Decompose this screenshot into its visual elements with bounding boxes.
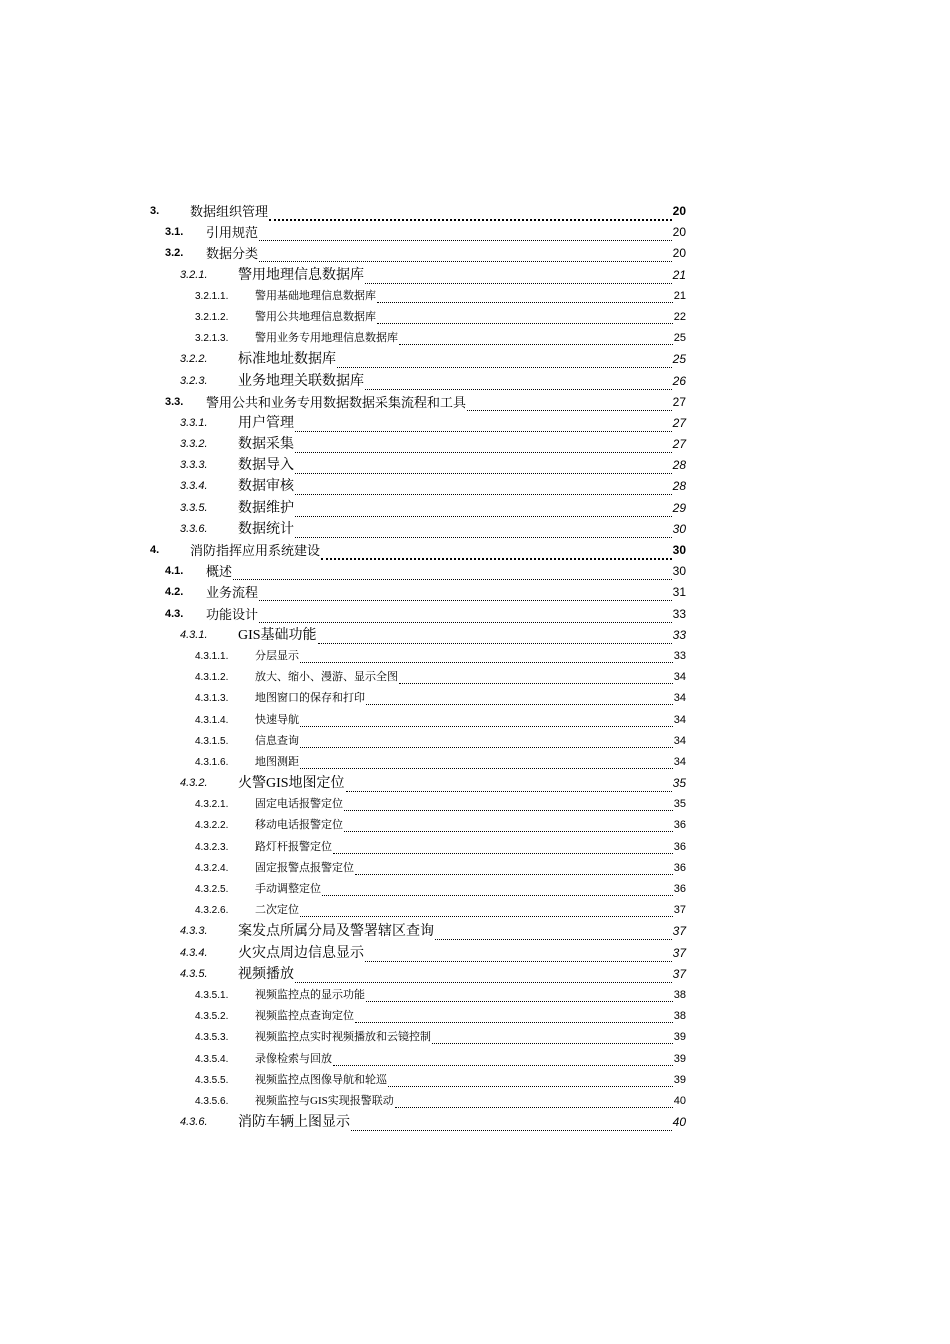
toc-entry[interactable] [0, 921, 950, 942]
toc-entry-title: 分层显示 [255, 649, 299, 662]
toc-leader-dots [399, 667, 673, 684]
toc-entry-number: 3.2.1.3. [195, 333, 229, 345]
toc-entry[interactable] [0, 731, 950, 752]
toc-leader-dots [295, 519, 672, 538]
toc-entry-page-number: 34 [673, 755, 686, 768]
toc-entry-page-number: 30 [672, 543, 686, 557]
toc-entry-title: 固定报警点报警定位 [255, 861, 354, 874]
toc-entry-number: 4.3.5. [180, 967, 208, 980]
toc-entry-number: 3.3.3. [180, 459, 208, 472]
toc-entry-title: 警用业务专用地理信息数据库 [255, 332, 398, 345]
toc-leader-dots [365, 265, 672, 284]
toc-entry-page-number: 31 [672, 585, 686, 600]
toc-entry-page-number: 25 [673, 332, 686, 345]
toc-entry-page-number: 21 [673, 289, 686, 302]
toc-entry[interactable] [0, 752, 950, 773]
toc-leader-dots [300, 900, 673, 917]
toc-entry[interactable] [0, 858, 950, 879]
toc-leader-dots [377, 286, 673, 303]
toc-entry-number: 4.3.6. [180, 1116, 208, 1129]
toc-entry-title: 数据维护 [238, 500, 294, 516]
toc-entry-page-number: 39 [673, 1052, 686, 1065]
toc-entry-number: 3.3.1. [180, 416, 208, 429]
toc-entry-number: 3.3.4. [180, 480, 208, 493]
toc-entry[interactable] [0, 540, 950, 561]
toc-entry[interactable] [0, 265, 950, 286]
toc-entry-number: 4.3.4. [180, 946, 208, 959]
toc-entry-page-number: 38 [673, 1010, 686, 1023]
toc-entry[interactable] [0, 1006, 950, 1027]
toc-entry-page-number: 33 [672, 606, 686, 621]
toc-entry-page-number: 35 [673, 798, 686, 811]
toc-entry-number: 4.3.1.5. [195, 735, 229, 747]
toc-entry-number: 4.3.1.2. [195, 672, 229, 684]
toc-entry[interactable] [0, 413, 950, 434]
toc-entry-number: 4.1. [165, 565, 184, 578]
toc-entry-page-number: 36 [673, 861, 686, 874]
toc-entry-page-number: 34 [673, 671, 686, 684]
toc-entry-page-number: 26 [672, 373, 686, 388]
toc-leader-dots [399, 328, 673, 345]
toc-entry-page-number: 39 [673, 1073, 686, 1086]
toc-leader-dots [365, 943, 672, 962]
toc-leader-dots [333, 837, 673, 854]
toc-entry-page-number: 28 [672, 458, 686, 473]
toc-entry-title: 地图测距 [255, 755, 299, 768]
toc-leader-dots [300, 646, 673, 663]
toc-entry-title: GIS基础功能 [238, 627, 317, 643]
toc-entry-title: 视频监控点实时视频播放和云镜控制 [255, 1031, 431, 1044]
toc-entry-number: 4.3.2. [180, 777, 208, 790]
toc-entry[interactable] [0, 434, 950, 455]
toc-entry-number: 4.3.2.6. [195, 905, 229, 917]
toc-leader-dots [233, 561, 672, 580]
toc-entry-title: 视频监控点图像导航和轮巡 [255, 1073, 387, 1086]
toc-entry-number: 4.3.1.3. [195, 693, 229, 705]
toc-entry-title: 手动调整定位 [255, 883, 321, 895]
toc-entry-page-number: 30 [672, 564, 686, 579]
toc-entry-title: 引用规范 [206, 225, 259, 241]
toc-leader-dots [377, 307, 673, 324]
toc-leader-dots [300, 731, 673, 748]
toc-leader-dots [321, 540, 672, 560]
toc-entry-title: 放大、缩小、漫游、显示全图 [255, 671, 398, 684]
toc-entry-title: 用户管理 [238, 415, 294, 431]
toc-entry[interactable] [0, 328, 950, 349]
toc-entry-page-number: 28 [672, 479, 686, 494]
toc-entry-title: 警用公共和业务专用数据数据采集流程和工具 [206, 394, 467, 410]
toc-entry[interactable] [0, 519, 950, 540]
toc-leader-dots [432, 1027, 673, 1044]
toc-entry-number: 4.2. [165, 586, 184, 599]
toc-entry-title: 案发点所属分局及警署辖区查询 [238, 924, 434, 940]
toc-entry[interactable] [0, 455, 950, 476]
toc-entry-number: 4.3.5.1. [195, 989, 229, 1001]
toc-entry-title: 标准地址数据库 [238, 352, 336, 368]
toc-entry-page-number: 30 [672, 521, 686, 536]
toc-entry-title: 数据组织管理 [190, 204, 269, 219]
toc-entry-number: 3.2.1.1. [195, 290, 229, 302]
toc-entry-title: 数据审核 [238, 479, 294, 495]
toc-entry-title: 固定电话报警定位 [255, 798, 343, 811]
toc-leader-dots [388, 1070, 673, 1087]
toc-entry-page-number: 40 [672, 1115, 686, 1130]
toc-leader-dots [355, 1006, 673, 1023]
toc-entry-number: 3.2.3. [180, 374, 208, 387]
toc-entry-number: 3.2. [165, 247, 184, 260]
toc-entry-number: 4.3.3. [180, 925, 208, 938]
toc-leader-dots [259, 222, 672, 241]
toc-entry-number: 3.2.1.2. [195, 311, 229, 323]
toc-entry[interactable] [0, 879, 950, 900]
toc-entry-number: 4.3.2.3. [195, 841, 229, 853]
toc-entry-number: 4.3.1.6. [195, 756, 229, 768]
toc-entry-number: 4.3.2.1. [195, 799, 229, 811]
toc-entry-title: 火警GIS地图定位 [238, 776, 345, 792]
toc-entry-title: 数据分类 [206, 246, 259, 262]
toc-entry-page-number: 36 [673, 840, 686, 853]
toc-entry-title: 警用公共地理信息数据库 [255, 310, 376, 323]
toc-leader-dots [259, 243, 672, 262]
toc-leader-dots [467, 392, 672, 411]
toc-entry-title: 信息查询 [255, 734, 299, 747]
toc-entry-number: 3.3.6. [180, 522, 208, 535]
toc-entry-page-number: 20 [672, 225, 686, 240]
toc-entry-page-number: 36 [673, 883, 686, 895]
toc-leader-dots [366, 985, 673, 1002]
toc-entry-number: 4.3.5.6. [195, 1095, 229, 1107]
toc-entry[interactable] [0, 307, 950, 328]
toc-entry-page-number: 25 [672, 352, 686, 367]
toc-leader-dots [295, 455, 672, 474]
toc-leader-dots [259, 604, 672, 623]
toc-entry-page-number: 35 [672, 776, 686, 791]
toc-leader-dots [333, 1049, 673, 1066]
toc-entry[interactable] [0, 1049, 950, 1070]
toc-leader-dots [344, 794, 673, 811]
toc-leader-dots [259, 582, 672, 601]
toc-entry[interactable] [0, 815, 950, 836]
toc-entry[interactable] [0, 710, 950, 731]
toc-leader-dots [365, 371, 672, 390]
toc-entry-page-number: 34 [673, 692, 686, 705]
toc-entry-title: 视频监控点查询定位 [255, 1010, 354, 1023]
toc-entry-page-number: 27 [672, 394, 686, 409]
toc-entry[interactable] [0, 222, 950, 243]
toc-entry-page-number: 33 [672, 627, 686, 642]
toc-entry-page-number: 27 [672, 415, 686, 430]
toc-leader-dots [300, 752, 673, 769]
toc-entry-title: 火灾点周边信息显示 [238, 945, 364, 961]
toc-entry-title: 路灯杆报警定位 [255, 840, 332, 853]
toc-leader-dots [351, 1112, 672, 1131]
toc-leader-dots [355, 858, 673, 875]
toc-entry-page-number: 37 [672, 966, 686, 981]
toc-entry-title: 数据统计 [238, 521, 294, 537]
toc-entry-title: 视频播放 [238, 966, 294, 982]
toc-entry-number: 4.3.5.2. [195, 1011, 229, 1023]
toc-entry[interactable] [0, 773, 950, 794]
toc-entry[interactable] [0, 985, 950, 1006]
toc-entry-title: 警用基础地理信息数据库 [255, 289, 376, 302]
toc-leader-dots [344, 815, 673, 832]
toc-leader-dots [395, 1091, 673, 1108]
toc-entry-title: 快速导航 [255, 713, 299, 726]
toc-entry[interactable] [0, 498, 950, 519]
toc-entry-number: 4.3.5.5. [195, 1074, 229, 1086]
toc-entry-page-number: 27 [672, 437, 686, 452]
toc-entry-title: 视频监控点的显示功能 [255, 988, 365, 1001]
toc-entry[interactable] [0, 201, 950, 222]
toc-entry[interactable] [0, 646, 950, 667]
table-of-contents [0, 201, 950, 1133]
toc-entry[interactable] [0, 837, 950, 858]
toc-entry-number: 4.3.5.4. [195, 1053, 229, 1065]
toc-entry[interactable] [0, 1112, 950, 1133]
toc-leader-dots [295, 964, 672, 983]
toc-entry-title: 视频监控与GIS实现报警联动 [255, 1094, 394, 1107]
toc-entry-number: 3. [150, 205, 160, 217]
toc-entry-number: 4. [150, 544, 160, 556]
toc-entry-page-number: 37 [672, 924, 686, 939]
toc-entry-page-number: 36 [673, 819, 686, 832]
toc-entry-number: 3.3. [165, 395, 184, 408]
toc-entry[interactable] [0, 943, 950, 964]
toc-leader-dots [295, 498, 672, 517]
toc-entry-title: 地图窗口的保存和打印 [255, 692, 365, 705]
toc-entry[interactable] [0, 667, 950, 688]
toc-entry[interactable] [0, 794, 950, 815]
toc-entry-title: 功能设计 [206, 606, 259, 622]
toc-leader-dots [366, 688, 673, 705]
toc-leader-dots [318, 625, 672, 644]
toc-leader-dots [295, 413, 672, 432]
toc-entry-number: 4.3.1.1. [195, 650, 229, 662]
toc-entry-title: 数据导入 [238, 458, 294, 474]
toc-entry[interactable] [0, 1091, 950, 1112]
toc-entry[interactable] [0, 582, 950, 603]
toc-entry-number: 4.3.5.3. [195, 1032, 229, 1044]
toc-leader-dots [295, 476, 672, 495]
toc-entry-number: 4.3.1. [180, 628, 208, 641]
toc-entry-title: 二次定位 [255, 904, 299, 917]
toc-entry-number: 3.1. [165, 226, 184, 239]
toc-entry-title: 业务地理关联数据库 [238, 373, 364, 389]
toc-entry[interactable] [0, 286, 950, 307]
toc-entry-page-number: 40 [673, 1094, 686, 1107]
toc-entry-number: 4.3.1.4. [195, 714, 229, 726]
toc-entry[interactable] [0, 371, 950, 392]
toc-entry-page-number: 20 [672, 204, 686, 218]
toc-entry-page-number: 37 [673, 904, 686, 917]
toc-entry-number: 4.3.2.2. [195, 820, 229, 832]
toc-leader-dots [346, 773, 672, 792]
toc-entry-page-number: 20 [672, 246, 686, 261]
toc-entry-number: 3.3.5. [180, 501, 208, 514]
toc-entry-title: 消防指挥应用系统建设 [190, 543, 321, 558]
toc-entry[interactable] [0, 392, 950, 413]
toc-entry-number: 4.3.2.5. [195, 884, 229, 895]
toc-entry-page-number: 38 [673, 988, 686, 1001]
toc-entry[interactable] [0, 1070, 950, 1091]
toc-entry-number: 3.2.1. [180, 268, 208, 281]
toc-entry[interactable] [0, 243, 950, 264]
toc-entry-page-number: 34 [673, 734, 686, 747]
toc-entry-page-number: 34 [673, 713, 686, 726]
toc-entry-number: 3.3.2. [180, 438, 208, 451]
toc-entry[interactable] [0, 688, 950, 709]
toc-entry-title: 数据采集 [238, 437, 294, 453]
toc-entry-page-number: 22 [673, 310, 686, 323]
toc-entry-title: 警用地理信息数据库 [238, 267, 364, 283]
toc-entry-title: 业务流程 [206, 585, 259, 601]
toc-entry-number: 4.3. [165, 607, 184, 620]
toc-entry[interactable] [0, 349, 950, 370]
toc-entry[interactable] [0, 561, 950, 582]
toc-leader-dots [300, 710, 673, 727]
toc-entry-title: 概述 [206, 564, 233, 580]
toc-entry-page-number: 37 [672, 945, 686, 960]
toc-entry[interactable] [0, 476, 950, 497]
toc-entry[interactable] [0, 625, 950, 646]
toc-entry[interactable] [0, 1027, 950, 1048]
toc-leader-dots [337, 349, 672, 368]
toc-entry-title: 移动电话报警定位 [255, 819, 343, 832]
toc-entry-number: 3.2.2. [180, 353, 208, 366]
toc-entry-title: 消防车辆上图显示 [238, 1115, 350, 1131]
toc-entry-page-number: 21 [672, 267, 686, 282]
toc-entry-title: 录像检索与回放 [255, 1052, 332, 1065]
toc-entry-page-number: 29 [672, 500, 686, 515]
toc-entry[interactable] [0, 604, 950, 625]
toc-leader-dots [295, 434, 672, 453]
toc-leader-dots [435, 921, 672, 940]
toc-leader-dots [269, 201, 672, 221]
toc-entry[interactable] [0, 900, 950, 921]
toc-entry-page-number: 33 [673, 649, 686, 662]
toc-leader-dots [322, 879, 673, 896]
toc-entry-page-number: 39 [673, 1031, 686, 1044]
toc-entry[interactable] [0, 964, 950, 985]
toc-entry-number: 4.3.2.4. [195, 862, 229, 874]
